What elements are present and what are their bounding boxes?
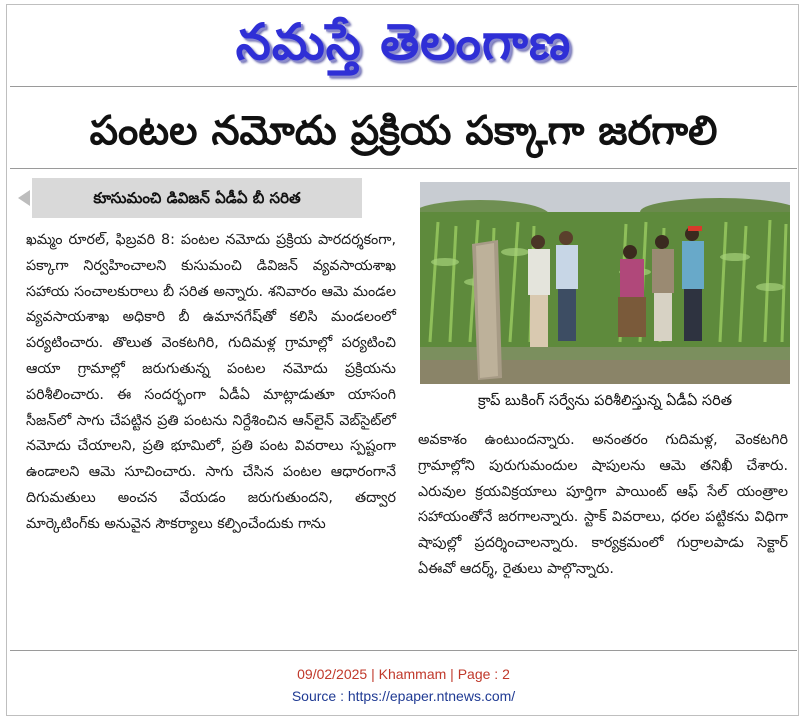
article-body-right-column xyxy=(418,428,788,583)
field-photo-illustration xyxy=(420,182,790,384)
masthead-divider xyxy=(10,86,797,87)
headline-divider xyxy=(10,168,797,169)
article-body-left-column xyxy=(26,228,396,538)
article-byline: కూసుమంచి డివిజన్ ఏడీఏ బీ సరిత xyxy=(32,178,362,218)
footer-divider xyxy=(10,650,797,651)
article-paragraph: అవకాశం ఉంటుందన్నారు. అనంతరం గుదిమళ్ల, వెంకటగిరి గ్రామాల్లోని పురుగుమందుల షాపులను ఆమె తనిఖీ చేశారు. ఎరువుల క్రయవిక్రయాలు పూర్తిగా పాయింట్ ఆఫ్ సేల్ యంత్రాల సహాయంతోనే జరగాలన్నారు. స్టాక్ వివరాలు, ధరల పట్టికను విధిగా షాపుల్లో ప్రదర్శించాలన్నారు. కార్యక్రమంలో గుర్రాలపాడు సెక్టార్ ఏఈవో ఆదర్శ్, రైతులు పాల్గొన్నారు. xyxy=(418,432,788,577)
field-photo-image xyxy=(420,182,790,384)
article-paragraph: ఖమ్మం రూరల్, ఫిబ్రవరి 8: పంటల నమోదు ప్రక్రియ పారదర్శకంగా, పక్కాగా నిర్వహించాలని కుసుమంచి డివిజన్ వ్యవసాయశాఖ సహాయ సంచాలకురాలు బీ సరిత అన్నారు. శనివారం ఆమె మండల వ్యవసాయశాఖ అధికారి బీ ఉమానగేష్‌తో కలిసి మండలంలో పర్యటించారు. తొలుత వెంకటగిరి, గుదిమళ్ల గ్రామాల్లో పర్యటించి ఆయా గ్రామాల్లో జరుగుతున్న పంటల నమోదు ప్రక్రియను పరిశీలించారు. ఈ సందర్భంగా ఏడీఏ మాట్లాడుతూ యాసంగి సీజన్‌లో సాగు చేపట్టిన ప్రతి పంటను నిర్దేశించిన ఆన్‌లైన్ వెబ్‌సైట్‌లో నమోదు చేయాలని, ప్రతి భూమిలో, ప్రతి పంట వివరాలు స్పష్టంగా ఉండాలని ఆమె సూచించారు. సాగు చేసిన పంటల ఆధారంగానే దిగుమతులు అంచన వేయడం జరుగుతుందని, తద్వార మార్కెటింగ్‌కు అనువైన సౌకర్యాలు కల్పించేందుకు గాను xyxy=(26,232,396,532)
footer-date-line: 09/02/2025 | Khammam | Page : 2 xyxy=(297,666,510,682)
newspaper-masthead: నమస్తే తెలంగాణ xyxy=(235,12,572,71)
article-headline: పంటల నమోదు ప్రక్రియ పక్కాగా జరగాలి xyxy=(89,108,718,154)
photo-caption: క్రాప్ బుకింగ్ సర్వేను పరిశీలిస్తున్న ఏడీఏ సరిత xyxy=(478,393,732,409)
footer-source-line: Source : https://epaper.ntnews.com/ xyxy=(291,688,516,704)
